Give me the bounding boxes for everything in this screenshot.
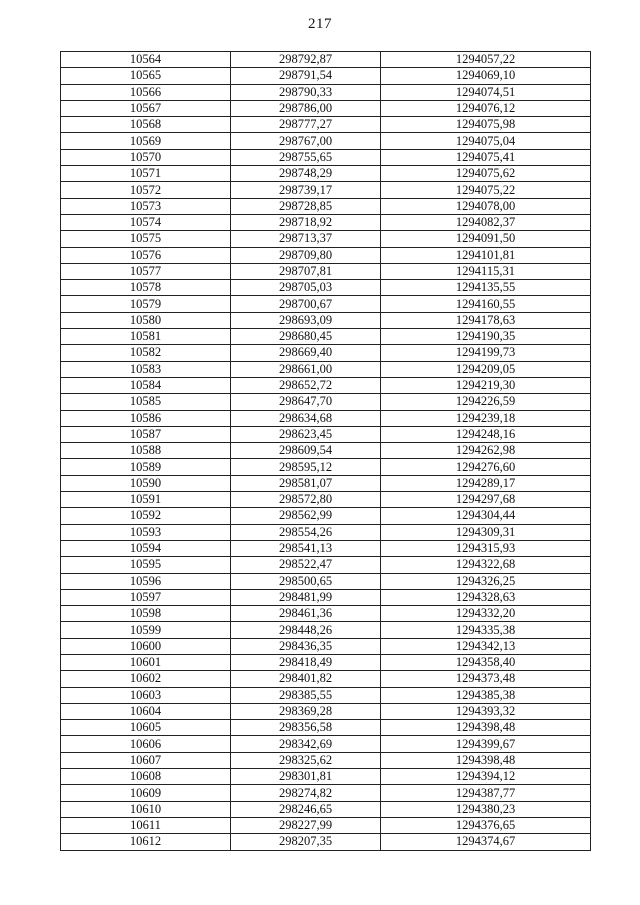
y-coordinate-cell: 1294322,68 bbox=[381, 557, 591, 573]
y-coordinate-cell: 1294262,98 bbox=[381, 443, 591, 459]
table-row bbox=[61, 606, 591, 622]
point-number-cell: 10585 bbox=[61, 394, 231, 410]
table-row bbox=[61, 736, 591, 752]
coordinates-table bbox=[60, 51, 591, 851]
x-coordinate-cell: 298581,07 bbox=[231, 475, 381, 491]
table-row bbox=[61, 703, 591, 719]
x-coordinate-cell: 298562,99 bbox=[231, 508, 381, 524]
point-number-cell: 10564 bbox=[61, 52, 231, 68]
point-number-cell: 10601 bbox=[61, 654, 231, 670]
point-number-cell: 10587 bbox=[61, 426, 231, 442]
y-coordinate-cell: 1294199,73 bbox=[381, 345, 591, 361]
table-row bbox=[61, 687, 591, 703]
point-number-cell: 10602 bbox=[61, 671, 231, 687]
table-row bbox=[61, 198, 591, 214]
point-number-cell: 10596 bbox=[61, 573, 231, 589]
x-coordinate-cell: 298705,03 bbox=[231, 280, 381, 296]
x-coordinate-cell: 298693,09 bbox=[231, 312, 381, 328]
table-row bbox=[61, 329, 591, 345]
point-number-cell: 10599 bbox=[61, 622, 231, 638]
x-coordinate-cell: 298541,13 bbox=[231, 540, 381, 556]
point-number-cell: 10611 bbox=[61, 817, 231, 833]
x-coordinate-cell: 298436,35 bbox=[231, 638, 381, 654]
table-row bbox=[61, 68, 591, 84]
table-row bbox=[61, 459, 591, 475]
table-row bbox=[61, 492, 591, 508]
y-coordinate-cell: 1294075,04 bbox=[381, 133, 591, 149]
point-number-cell: 10576 bbox=[61, 247, 231, 263]
point-number-cell: 10580 bbox=[61, 312, 231, 328]
table-row bbox=[61, 312, 591, 328]
point-number-cell: 10606 bbox=[61, 736, 231, 752]
y-coordinate-cell: 1294387,77 bbox=[381, 785, 591, 801]
point-number-cell: 10566 bbox=[61, 84, 231, 100]
x-coordinate-cell: 298700,67 bbox=[231, 296, 381, 312]
table-row bbox=[61, 817, 591, 833]
x-coordinate-cell: 298709,80 bbox=[231, 247, 381, 263]
table-row bbox=[61, 475, 591, 491]
table-row bbox=[61, 589, 591, 605]
point-number-cell: 10592 bbox=[61, 508, 231, 524]
y-coordinate-cell: 1294276,60 bbox=[381, 459, 591, 475]
table-row bbox=[61, 426, 591, 442]
y-coordinate-cell: 1294399,67 bbox=[381, 736, 591, 752]
y-coordinate-cell: 1294076,12 bbox=[381, 100, 591, 116]
table-row bbox=[61, 752, 591, 768]
table-row bbox=[61, 638, 591, 654]
point-number-cell: 10574 bbox=[61, 214, 231, 230]
table-row bbox=[61, 557, 591, 573]
point-number-cell: 10572 bbox=[61, 182, 231, 198]
point-number-cell: 10603 bbox=[61, 687, 231, 703]
point-number-cell: 10586 bbox=[61, 410, 231, 426]
table-row bbox=[61, 394, 591, 410]
table-row bbox=[61, 231, 591, 247]
point-number-cell: 10581 bbox=[61, 329, 231, 345]
point-number-cell: 10609 bbox=[61, 785, 231, 801]
x-coordinate-cell: 298418,49 bbox=[231, 654, 381, 670]
y-coordinate-cell: 1294091,50 bbox=[381, 231, 591, 247]
point-number-cell: 10591 bbox=[61, 492, 231, 508]
y-coordinate-cell: 1294398,48 bbox=[381, 752, 591, 768]
point-number-cell: 10589 bbox=[61, 459, 231, 475]
point-number-cell: 10605 bbox=[61, 720, 231, 736]
y-coordinate-cell: 1294328,63 bbox=[381, 589, 591, 605]
x-coordinate-cell: 298522,47 bbox=[231, 557, 381, 573]
y-coordinate-cell: 1294075,22 bbox=[381, 182, 591, 198]
point-number-cell: 10578 bbox=[61, 280, 231, 296]
x-coordinate-cell: 298647,70 bbox=[231, 394, 381, 410]
point-number-cell: 10590 bbox=[61, 475, 231, 491]
y-coordinate-cell: 1294373,48 bbox=[381, 671, 591, 687]
table-row bbox=[61, 263, 591, 279]
table-row bbox=[61, 508, 591, 524]
x-coordinate-cell: 298634,68 bbox=[231, 410, 381, 426]
table-row bbox=[61, 622, 591, 638]
y-coordinate-cell: 1294315,93 bbox=[381, 540, 591, 556]
table-row bbox=[61, 361, 591, 377]
y-coordinate-cell: 1294226,59 bbox=[381, 394, 591, 410]
table-row bbox=[61, 182, 591, 198]
x-coordinate-cell: 298767,00 bbox=[231, 133, 381, 149]
y-coordinate-cell: 1294074,51 bbox=[381, 84, 591, 100]
x-coordinate-cell: 298790,33 bbox=[231, 84, 381, 100]
table-row bbox=[61, 443, 591, 459]
point-number-cell: 10612 bbox=[61, 834, 231, 850]
y-coordinate-cell: 1294342,13 bbox=[381, 638, 591, 654]
x-coordinate-cell: 298554,26 bbox=[231, 524, 381, 540]
y-coordinate-cell: 1294075,62 bbox=[381, 166, 591, 182]
x-coordinate-cell: 298713,37 bbox=[231, 231, 381, 247]
point-number-cell: 10607 bbox=[61, 752, 231, 768]
table-row bbox=[61, 280, 591, 296]
table-row bbox=[61, 133, 591, 149]
y-coordinate-cell: 1294297,68 bbox=[381, 492, 591, 508]
y-coordinate-cell: 1294374,67 bbox=[381, 834, 591, 850]
point-number-cell: 10598 bbox=[61, 606, 231, 622]
x-coordinate-cell: 298572,80 bbox=[231, 492, 381, 508]
point-number-cell: 10569 bbox=[61, 133, 231, 149]
table-row bbox=[61, 166, 591, 182]
x-coordinate-cell: 298652,72 bbox=[231, 377, 381, 393]
point-number-cell: 10565 bbox=[61, 68, 231, 84]
x-coordinate-cell: 298748,29 bbox=[231, 166, 381, 182]
x-coordinate-cell: 298325,62 bbox=[231, 752, 381, 768]
x-coordinate-cell: 298274,82 bbox=[231, 785, 381, 801]
table-row bbox=[61, 345, 591, 361]
x-coordinate-cell: 298707,81 bbox=[231, 263, 381, 279]
y-coordinate-cell: 1294209,05 bbox=[381, 361, 591, 377]
x-coordinate-cell: 298401,82 bbox=[231, 671, 381, 687]
y-coordinate-cell: 1294101,81 bbox=[381, 247, 591, 263]
x-coordinate-cell: 298728,85 bbox=[231, 198, 381, 214]
table-row bbox=[61, 524, 591, 540]
table-row bbox=[61, 149, 591, 165]
y-coordinate-cell: 1294358,40 bbox=[381, 654, 591, 670]
point-number-cell: 10610 bbox=[61, 801, 231, 817]
table-row bbox=[61, 214, 591, 230]
x-coordinate-cell: 298342,69 bbox=[231, 736, 381, 752]
point-number-cell: 10584 bbox=[61, 377, 231, 393]
x-coordinate-cell: 298369,28 bbox=[231, 703, 381, 719]
x-coordinate-cell: 298718,92 bbox=[231, 214, 381, 230]
x-coordinate-cell: 298786,00 bbox=[231, 100, 381, 116]
table-row bbox=[61, 654, 591, 670]
y-coordinate-cell: 1294178,63 bbox=[381, 312, 591, 328]
y-coordinate-cell: 1294082,37 bbox=[381, 214, 591, 230]
point-number-cell: 10593 bbox=[61, 524, 231, 540]
x-coordinate-cell: 298623,45 bbox=[231, 426, 381, 442]
table-row bbox=[61, 247, 591, 263]
y-coordinate-cell: 1294069,10 bbox=[381, 68, 591, 84]
table-row bbox=[61, 540, 591, 556]
x-coordinate-cell: 298755,65 bbox=[231, 149, 381, 165]
x-coordinate-cell: 298777,27 bbox=[231, 117, 381, 133]
point-number-cell: 10582 bbox=[61, 345, 231, 361]
x-coordinate-cell: 298448,26 bbox=[231, 622, 381, 638]
y-coordinate-cell: 1294304,44 bbox=[381, 508, 591, 524]
x-coordinate-cell: 298680,45 bbox=[231, 329, 381, 345]
table-row bbox=[61, 785, 591, 801]
point-number-cell: 10579 bbox=[61, 296, 231, 312]
x-coordinate-cell: 298500,65 bbox=[231, 573, 381, 589]
table-row bbox=[61, 573, 591, 589]
x-coordinate-cell: 298595,12 bbox=[231, 459, 381, 475]
y-coordinate-cell: 1294380,23 bbox=[381, 801, 591, 817]
y-coordinate-cell: 1294075,41 bbox=[381, 149, 591, 165]
point-number-cell: 10575 bbox=[61, 231, 231, 247]
point-number-cell: 10600 bbox=[61, 638, 231, 654]
point-number-cell: 10577 bbox=[61, 263, 231, 279]
point-number-cell: 10571 bbox=[61, 166, 231, 182]
x-coordinate-cell: 298461,36 bbox=[231, 606, 381, 622]
y-coordinate-cell: 1294394,12 bbox=[381, 769, 591, 785]
x-coordinate-cell: 298669,40 bbox=[231, 345, 381, 361]
point-number-cell: 10573 bbox=[61, 198, 231, 214]
point-number-cell: 10567 bbox=[61, 100, 231, 116]
y-coordinate-cell: 1294135,55 bbox=[381, 280, 591, 296]
point-number-cell: 10594 bbox=[61, 540, 231, 556]
x-coordinate-cell: 298246,65 bbox=[231, 801, 381, 817]
y-coordinate-cell: 1294289,17 bbox=[381, 475, 591, 491]
table-row bbox=[61, 377, 591, 393]
table-row bbox=[61, 296, 591, 312]
point-number-cell: 10597 bbox=[61, 589, 231, 605]
y-coordinate-cell: 1294385,38 bbox=[381, 687, 591, 703]
x-coordinate-cell: 298227,99 bbox=[231, 817, 381, 833]
x-coordinate-cell: 298739,17 bbox=[231, 182, 381, 198]
x-coordinate-cell: 298791,54 bbox=[231, 68, 381, 84]
x-coordinate-cell: 298609,54 bbox=[231, 443, 381, 459]
point-number-cell: 10604 bbox=[61, 703, 231, 719]
x-coordinate-cell: 298661,00 bbox=[231, 361, 381, 377]
x-coordinate-cell: 298481,99 bbox=[231, 589, 381, 605]
point-number-cell: 10588 bbox=[61, 443, 231, 459]
point-number-cell: 10595 bbox=[61, 557, 231, 573]
y-coordinate-cell: 1294239,18 bbox=[381, 410, 591, 426]
table-row bbox=[61, 834, 591, 850]
table-row bbox=[61, 720, 591, 736]
x-coordinate-cell: 298207,35 bbox=[231, 834, 381, 850]
y-coordinate-cell: 1294115,31 bbox=[381, 263, 591, 279]
table-row bbox=[61, 100, 591, 116]
table-row bbox=[61, 410, 591, 426]
point-number-cell: 10583 bbox=[61, 361, 231, 377]
point-number-cell: 10608 bbox=[61, 769, 231, 785]
table-row bbox=[61, 117, 591, 133]
x-coordinate-cell: 298356,58 bbox=[231, 720, 381, 736]
y-coordinate-cell: 1294057,22 bbox=[381, 52, 591, 68]
y-coordinate-cell: 1294332,20 bbox=[381, 606, 591, 622]
y-coordinate-cell: 1294075,98 bbox=[381, 117, 591, 133]
table-row bbox=[61, 671, 591, 687]
table-body bbox=[61, 52, 591, 851]
point-number-cell: 10570 bbox=[61, 149, 231, 165]
page-number: 217 bbox=[308, 16, 332, 32]
y-coordinate-cell: 1294160,55 bbox=[381, 296, 591, 312]
x-coordinate-cell: 298301,81 bbox=[231, 769, 381, 785]
table-row bbox=[61, 84, 591, 100]
y-coordinate-cell: 1294219,30 bbox=[381, 377, 591, 393]
y-coordinate-cell: 1294376,65 bbox=[381, 817, 591, 833]
y-coordinate-cell: 1294078,00 bbox=[381, 198, 591, 214]
y-coordinate-cell: 1294190,35 bbox=[381, 329, 591, 345]
point-number-cell: 10568 bbox=[61, 117, 231, 133]
y-coordinate-cell: 1294335,38 bbox=[381, 622, 591, 638]
y-coordinate-cell: 1294309,31 bbox=[381, 524, 591, 540]
y-coordinate-cell: 1294248,16 bbox=[381, 426, 591, 442]
table-row bbox=[61, 801, 591, 817]
x-coordinate-cell: 298792,87 bbox=[231, 52, 381, 68]
y-coordinate-cell: 1294398,48 bbox=[381, 720, 591, 736]
table-row bbox=[61, 769, 591, 785]
x-coordinate-cell: 298385,55 bbox=[231, 687, 381, 703]
y-coordinate-cell: 1294326,25 bbox=[381, 573, 591, 589]
y-coordinate-cell: 1294393,32 bbox=[381, 703, 591, 719]
table-row bbox=[61, 52, 591, 68]
